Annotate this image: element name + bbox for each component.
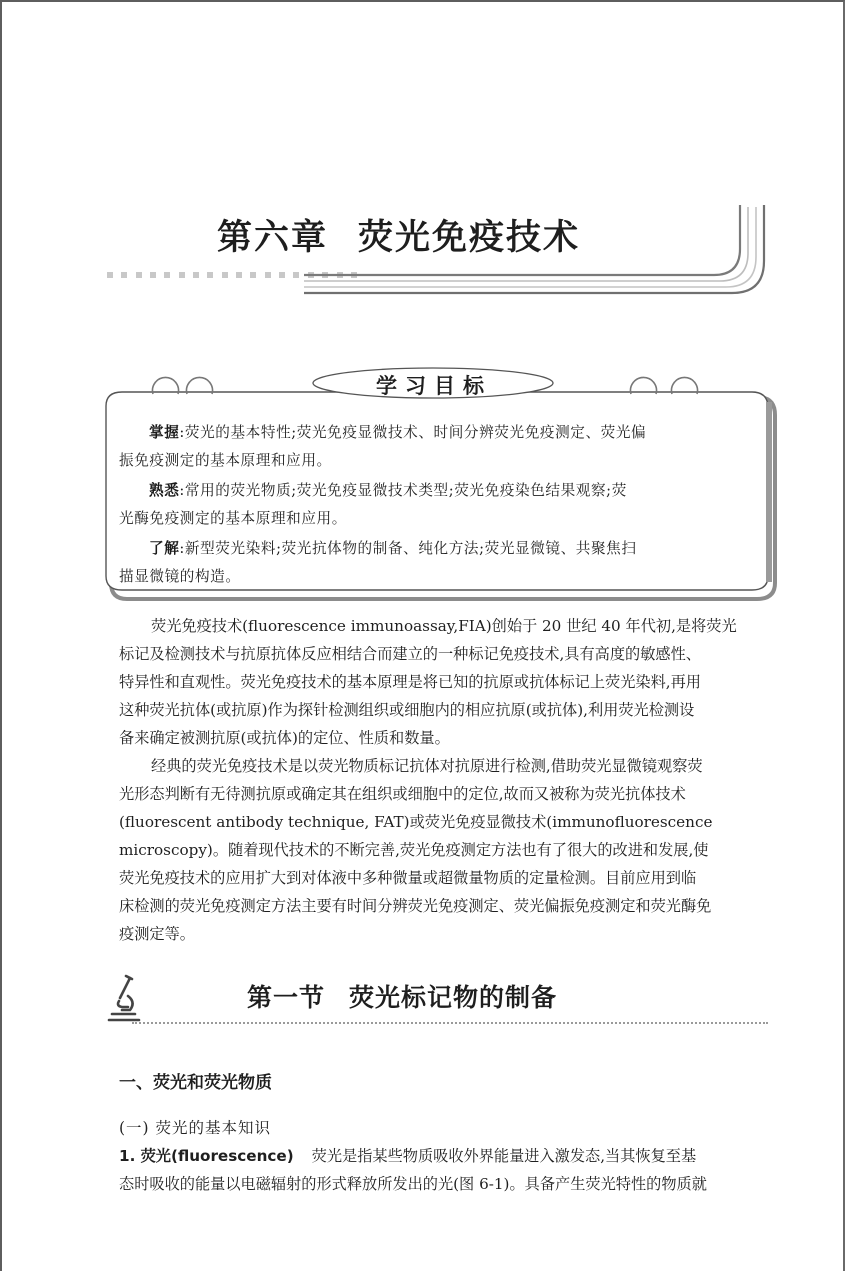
intro-p1-line: 这种荧光抗体(或抗原)作为探针检测组织或细胞内的相应抗原(或抗体),利用荧光检测设 xyxy=(119,701,695,719)
intro-p2-line: 床检测的荧光免疫测定方法主要有时间分辨荧光免疫测定、荧光偏振免疫测定和荧光酶免 xyxy=(119,897,712,915)
intro-p2-line: 荧光免疫技术的应用扩大到对体液中多种微量或超微量物质的定量检测。目前应用到临 xyxy=(119,869,697,887)
term-paragraph-line-2: 态时吸收的能量以电磁辐射的形式释放所发出的光(图 6-1)。具备产生荧光特性的物质就 xyxy=(119,1175,707,1193)
section-name: 荧光标记物的制备 xyxy=(349,983,558,1012)
goal-text: :荧光的基本特性;荧光免疫显微技术、时间分辨荧光免疫测定、荧光偏 xyxy=(179,424,647,441)
section-dotted-divider xyxy=(132,1022,768,1024)
subsection-subheading: (一) 荧光的基本知识 xyxy=(119,1119,272,1137)
chapter-name: 荧光免疫技术 xyxy=(358,218,581,258)
goal-label-master: 掌握 xyxy=(149,424,180,441)
goal-understand-line-2: 描显微镜的构造。 xyxy=(119,568,241,585)
goal-text: :常用的荧光物质;荧光免疫显微技术类型;荧光免疫染色结果观察;荧 xyxy=(179,482,627,499)
term-text: 荧光是指某些物质吸收外界能量进入激发态,当其恢复至基 xyxy=(311,1147,697,1165)
intro-p2-line: 经典的荧光免疫技术是以荧光物质标记抗体对抗原进行检测,借助荧光显微镜观察荧 xyxy=(151,757,703,775)
intro-p2-line: 光形态判断有无待测抗原或确定其在组织或细胞中的定位,故而又被称为荧光抗体技术 xyxy=(119,785,686,803)
intro-p1-line: 备来确定被测抗原(或抗体)的定位、性质和数量。 xyxy=(119,729,450,747)
goal-text: :新型荧光染料;荧光抗体物的制备、纯化方法;荧光显微镜、共聚焦扫 xyxy=(179,540,637,557)
intro-p2-line: (fluorescent antibody technique, FAT)或荧光免疫显微技术(immunofluorescence xyxy=(119,813,713,831)
term-paragraph-line-1 xyxy=(119,1146,795,1166)
chapter-number: 第六章 xyxy=(217,218,329,258)
goal-master-line-1 xyxy=(149,421,769,442)
chapter-curve-lines xyxy=(304,205,764,293)
term-label: 1. 荧光(fluorescence) xyxy=(119,1147,294,1165)
microscope-icon xyxy=(109,976,139,1020)
intro-p2-line: microscopy)。随着现代技术的不断完善,荧光免疫测定方法也有了很大的改进和发展,使 xyxy=(119,841,709,859)
goal-understand-line-1 xyxy=(149,537,769,558)
goal-master-line-2: 振免疫测定的基本原理和应用。 xyxy=(119,452,332,469)
goal-label-familiar: 熟悉 xyxy=(149,482,180,499)
section-title xyxy=(247,978,557,1014)
goal-familiar-line-1 xyxy=(149,479,769,500)
intro-p1-line: 标记及检测技术与抗原抗体反应相结合而建立的一种标记免疫技术,具有高度的敏感性、 xyxy=(119,645,701,663)
intro-p1-line: 特异性和直观性。荧光免疫技术的基本原理是将已知的抗原或抗体标记上荧光染料,再用 xyxy=(119,673,701,691)
goal-label-understand: 了解 xyxy=(149,540,180,557)
subsection-heading: 一、荧光和荧光物质 xyxy=(119,1073,272,1093)
intro-p1-line: 荧光免疫技术(fluorescence immunoassay,FIA)创始于 20 世纪 40 年代初,是将荧光 xyxy=(151,617,737,635)
learning-goals-title: 学习目标 xyxy=(376,374,492,398)
goal-familiar-line-2: 光酶免疫测定的基本原理和应用。 xyxy=(119,510,347,527)
section-number: 第一节 xyxy=(247,983,326,1012)
intro-p2-line: 疫测定等。 xyxy=(119,925,195,943)
